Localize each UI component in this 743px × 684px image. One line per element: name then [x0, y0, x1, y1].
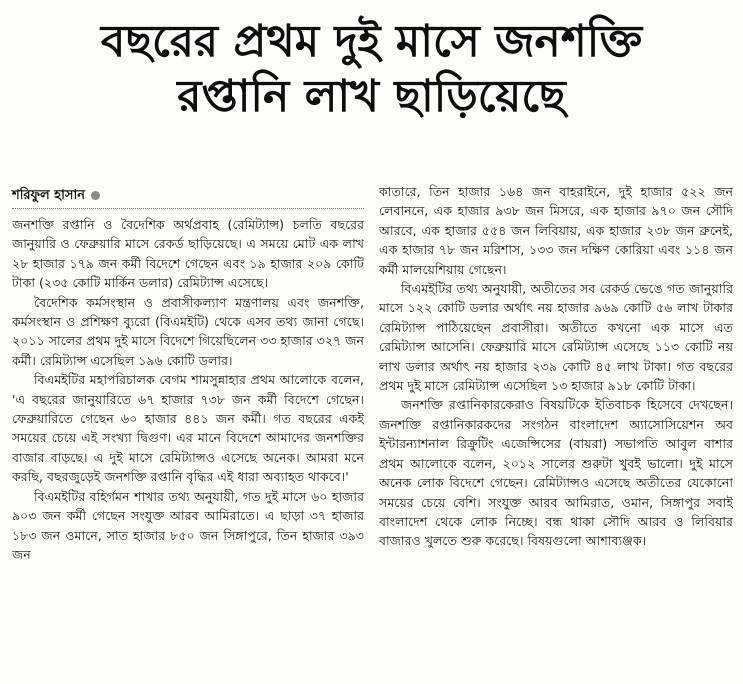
- byline-divider: [12, 208, 364, 209]
- paragraph-2: বৈদেশিক কর্মসংস্থান ও প্রবাসীকল্যাণ মন্ত্রণালয় এবং জনশক্তি, কর্মসংস্থান ও প্রশিক্ষণ ব্যুরো (বিএমইটি) থেকে এসব তথ্য জানা গেছে। ২০১১ সালের প্রথম দুই মাসে বিদেশে গিয়েছিলেন ৩৩ হাজার ৩২৭ জন কর্মী। রেমিট্যান্স এসেছিল ১৯৬ কোটি ডলার।: [12, 294, 364, 368]
- headline: [0, 14, 743, 124]
- paragraph-7: জনশক্তি রপ্তানিকারকেরাও বিষয়টিকে ইতিবাচক হিসেবে দেখছেন। জনশক্তি রপ্তানিকারকদের সংগঠন বাংলাদেশ অ্যাসোসিয়েশন অব ইন্টারন্যাশনাল রিক্রুটিং এজেন্সিসের (বায়রা) সভাপতি আবুল বাশার প্রথম আলোকে বলেন, ২০১২ সালের শুরুটা খুবই ভালো। দুই মাসে অনেক লোক বিদেশে গেছেন। রেমিট্যান্সও এসেছে অতীতের যেকোনো সময়ের চেয়ে বেশি। সংযুক্ত আরব আমিরাত, ওমান, সিঙ্গাপুর সবাই বাংলাদেশ থেকে লোক নিচ্ছে। বন্ধ থাকা সৌদি আরব ও লিবিয়ার বাজারও খুলতে শুরু করেছে। বিষয়গুলো আশাব্যঞ্জক।: [379, 397, 733, 549]
- paragraph-4: বিএমইটির বহির্গমন শাখার তথ্য অনুযায়ী, গত দুই মাসে ৬০ হাজার ৯০৩ জন কর্মী গেছেন সংযুক্ত আরব আমিরাতে। এ ছাড়া ৩৭ হাজার ১৮৩ জন ওমানে, সাত হাজার ৮৫০ জন সিঙ্গাপুরে, তিন হাজার ৩৯৩ জন: [12, 488, 364, 562]
- paragraph-1: জনশক্তি রপ্তানি ও বৈদেশিক অর্থপ্রবাহ (রেমিট্যান্স) চলতি বছরের জানুয়ারি ও ফেব্রুয়ারি মাসে রেকর্ড ছাড়িয়েছে। এ সময়ে মোট এক লাখ ২৮ হাজার ১৭৯ জন কর্মী বিদেশে গেছেন এবং ১৯ হাজার ২০৯ কোটি টাকা (২৩৫ কোটি মার্কিন ডলার) রেমিট্যান্স এসেছে।: [12, 217, 364, 291]
- headline-line-1: বছরের প্রথম দুই মাসে জনশক্তি: [100, 16, 643, 67]
- paragraph-3: বিএমইটির মহাপরিচালক বেগম শামসুন্নাহার প্রথম আলোকে বলেন, 'এ বছরের জানুয়ারিতে ৬৭ হাজার ৭৩৮ জন কর্মী বিদেশে গেছেন। ফেব্রুয়ারিতে গেছেন ৬০ হাজার ৪৪১ জন কর্মী। গত বছরের একই সময়ের চেয়ে এই সংখ্যা দ্বিগুণ। এর মানে বিদেশে আমাদের জনশক্তির বাজার বাড়ছে। এ দুই মাসে রেমিট্যান্সও এসেছে অনেক। আমরা মনে করছি, বছরজুড়েই জনশক্তি রপ্তানি বৃদ্ধির এই ধারা অব্যাহত থাকবে।': [12, 372, 364, 485]
- article-column-left: [12, 215, 364, 677]
- author-name: শরিফুল হাসান: [12, 188, 85, 203]
- paragraph-6: বিএমইটির তথ্য অনুযায়ী, অতীতের সব রেকর্ড ভেঙে গত জানুয়ারি মাসে ১২২ কোটি ডলার অর্থাৎ নয় হাজার ৯৬৯ কোটি ৫৬ লাখ টাকার রেমিট্যান্স পাঠিয়েছেন প্রবাসীরা। অতীতে কখনো এক মাসে এত রেমিট্যান্স আসেনি। ফেব্রুয়ারি মাসে রেমিট্যান্স এসেছে ১১৩ কোটি নয় লাখ ডলার অর্থাৎ নয় হাজার ২৩৯ কোটি ৪৫ লাখ টাকা। গত বছরের প্রথম দুই মাসে রেমিট্যান্স এসেছিল ১৩ হাজার ৯১৮ কোটি টাকা।: [379, 281, 733, 394]
- byline: [12, 186, 100, 207]
- paragraph-5: কাতারে, তিন হাজার ১৬৪ জন বাহরাইনে, দুই হাজার ৫২২ জন লেবাননে, এক হাজার ৯৩৮ জন মিসরে, এক হাজার ৯৭০ জন সৌদি আরবে, এক হাজার ৫৫৪ জন লিবিয়ায়, এক হাজার ২৩৮ জন ব্রুনেই, এক হাজার ৭৮ জন মরিশাস, ১৩৩ জন দক্ষিণ কোরিয়া এবং ১১৪ জন কর্মী মালয়েশিয়ায় গেছেন।: [379, 184, 733, 277]
- article-column-right: [379, 182, 733, 678]
- bullet-icon: [91, 191, 100, 200]
- headline-line-2: রপ্তানি লাখ ছাড়িয়েছে: [177, 71, 566, 122]
